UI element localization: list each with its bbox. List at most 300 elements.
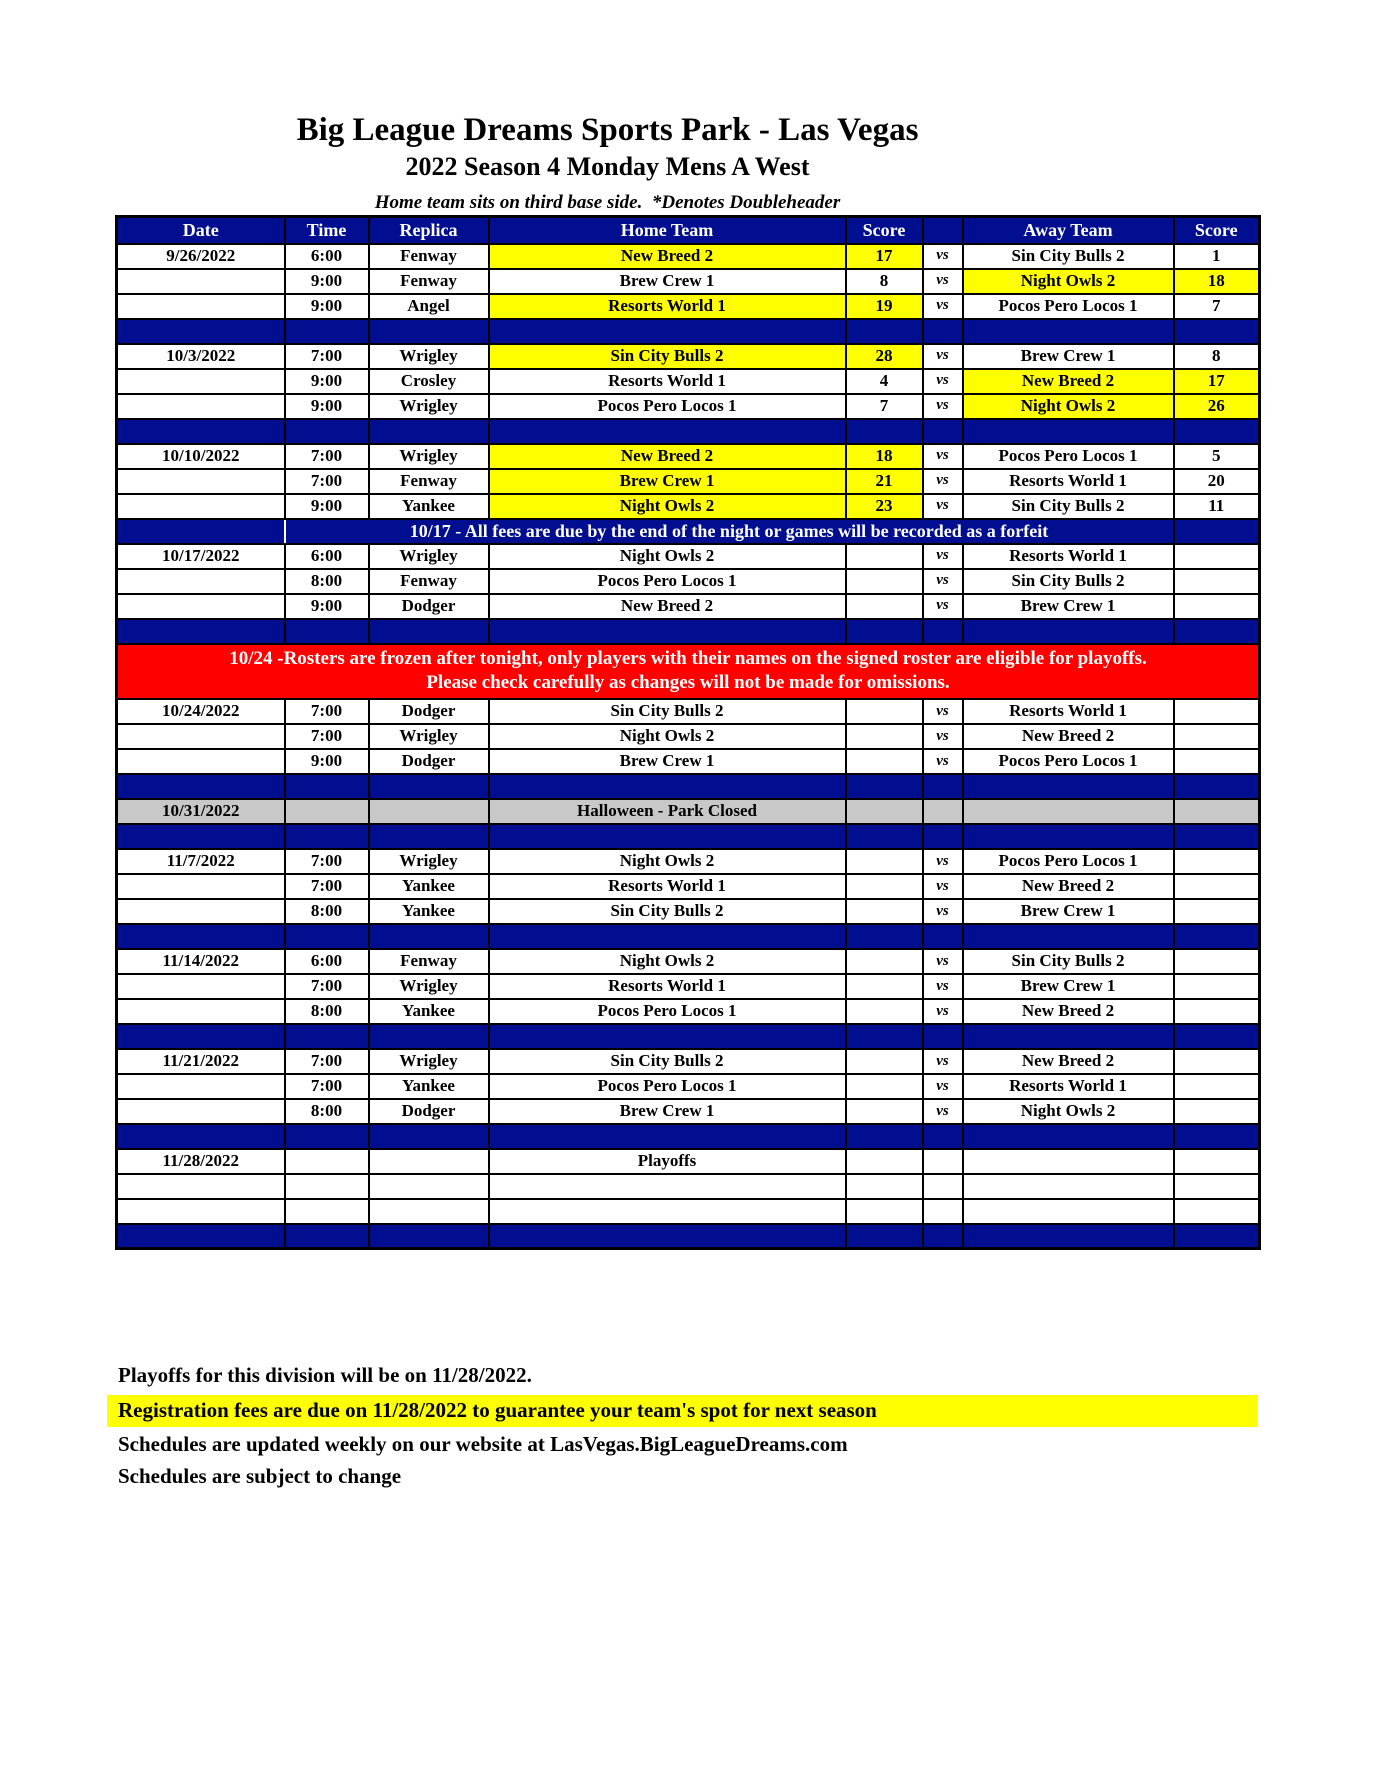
game-row [117,369,1260,394]
separator-cell-time [285,419,369,444]
playoffs-label-cell: Playoffs [489,1149,846,1174]
separator-cell-vs [923,319,963,344]
game-row [117,444,1260,469]
empty-cell-score-away [1174,1199,1260,1224]
vs-label: vs [923,369,963,394]
away-team-cell: Pocos Pero Locos 1 [963,444,1174,469]
replica-cell: Wrigley [369,344,489,369]
time-cell: 8:00 [285,899,369,924]
vs-label: vs [923,444,963,469]
home-score-cell [846,699,923,724]
separator-cell-away-team [963,1124,1174,1149]
separator-cell-vs [923,774,963,799]
empty-cell-date [117,1199,285,1224]
date-cell: 11/28/2022 [117,1149,285,1174]
separator-row [117,1024,1260,1049]
date-cell [117,724,285,749]
time-cell: 9:00 [285,394,369,419]
separator-cell-replica [369,1024,489,1049]
away-score-cell [1174,949,1260,974]
game-row [117,469,1260,494]
vs-label: vs [923,569,963,594]
away-score-cell [1174,1099,1260,1124]
separator-cell-home-team [489,824,846,849]
away-team-cell [963,1149,1174,1174]
date-cell [117,1074,285,1099]
time-cell [285,799,369,824]
separator-cell-away-team [963,824,1174,849]
vs-label: vs [923,999,963,1024]
separator-cell-away-team [963,319,1174,344]
separator-row [117,824,1260,849]
separator-cell-date [117,924,285,949]
column-header-score-away: Score [1174,217,1260,244]
away-score-cell: 11 [1174,494,1260,519]
home-score-cell [846,569,923,594]
date-cell [117,294,285,319]
away-team-cell: Resorts World 1 [963,699,1174,724]
separator-cell-replica [369,924,489,949]
away-score-cell: 18 [1174,269,1260,294]
notice-rosters-line: 10/24 -Rosters are frozen after tonight, only players with their names on the signed roster are eligible for playoffs. [229,647,1147,669]
replica-cell: Yankee [369,899,489,924]
replica-cell: Wrigley [369,849,489,874]
column-header-score-home: Score [846,217,923,244]
empty-cell-away-team [963,1174,1174,1199]
home-score-cell: 17 [846,244,923,269]
separator-cell-vs [923,924,963,949]
empty-cell-time [285,1199,369,1224]
time-cell: 7:00 [285,344,369,369]
away-score-cell [1174,999,1260,1024]
date-cell [117,369,285,394]
away-team-cell: New Breed 2 [963,724,1174,749]
separator-row [117,1224,1260,1249]
away-team-cell: Brew Crew 1 [963,974,1174,999]
home-score-cell [846,1049,923,1074]
separator-cell-vs [923,1024,963,1049]
replica-cell: Yankee [369,874,489,899]
home-score-cell: 21 [846,469,923,494]
separator-cell-replica [369,824,489,849]
away-team-cell: Pocos Pero Locos 1 [963,749,1174,774]
game-row [117,1074,1260,1099]
empty-cell-score-away [1174,1174,1260,1199]
playoffs-row [117,1149,1260,1174]
time-cell: 9:00 [285,594,369,619]
away-team-cell: Resorts World 1 [963,544,1174,569]
notice-row-fees [117,519,1260,544]
separator-cell-away-team [963,1024,1174,1049]
vs-label: vs [923,269,963,294]
game-row [117,724,1260,749]
notice-cap-left [117,519,285,544]
date-cell [117,594,285,619]
away-team-cell: Sin City Bulls 2 [963,949,1174,974]
separator-cell-time [285,1224,369,1249]
vs-label: vs [923,544,963,569]
away-score-cell [1174,1049,1260,1074]
vs-label: vs [923,949,963,974]
separator-row [117,924,1260,949]
time-cell: 7:00 [285,1049,369,1074]
footer-subject-to-change-line: Schedules are subject to change [118,1464,402,1488]
time-cell: 8:00 [285,569,369,594]
column-header-replica: Replica [369,217,489,244]
separator-cell-home-team [489,774,846,799]
away-score-cell [1174,569,1260,594]
replica-cell: Wrigley [369,974,489,999]
notice-rosters-text [117,644,1260,699]
empty-cell-replica [369,1174,489,1199]
separator-cell-home-team [489,924,846,949]
replica-cell [369,1149,489,1174]
empty-row [117,1174,1260,1199]
away-team-cell: Sin City Bulls 2 [963,569,1174,594]
page-subtitle: 2022 Season 4 Monday Mens A West [405,152,810,182]
vs-label: vs [923,1074,963,1099]
away-score-cell [1174,874,1260,899]
away-score-cell: 17 [1174,369,1260,394]
date-cell [117,569,285,594]
vs-label: vs [923,1099,963,1124]
time-cell: 9:00 [285,369,369,394]
home-team-cell: Sin City Bulls 2 [489,1049,846,1074]
home-score-cell [846,749,923,774]
home-team-cell: Night Owls 2 [489,724,846,749]
home-score-cell [846,999,923,1024]
separator-cell-score-home [846,619,923,644]
vs-label: vs [923,874,963,899]
date-cell [117,749,285,774]
home-team-cell: Resorts World 1 [489,874,846,899]
game-row [117,594,1260,619]
date-cell [117,899,285,924]
game-row [117,569,1260,594]
game-row [117,1049,1260,1074]
replica-cell: Wrigley [369,544,489,569]
away-score-cell [1174,594,1260,619]
game-row [117,269,1260,294]
separator-cell-away-team [963,774,1174,799]
time-cell: 9:00 [285,494,369,519]
away-team-cell: Night Owls 2 [963,1099,1174,1124]
away-team-cell: New Breed 2 [963,369,1174,394]
time-cell: 9:00 [285,269,369,294]
vs-label: vs [923,724,963,749]
empty-cell-away-team [963,1199,1174,1224]
replica-cell: Yankee [369,1074,489,1099]
time-cell: 8:00 [285,999,369,1024]
time-cell: 9:00 [285,294,369,319]
away-score-cell: 7 [1174,294,1260,319]
separator-cell-home-team [489,1024,846,1049]
replica-cell: Fenway [369,244,489,269]
home-team-cell: New Breed 2 [489,244,846,269]
time-cell [285,1149,369,1174]
closed-label-cell: Halloween - Park Closed [489,799,846,824]
game-row [117,494,1260,519]
vs-label: vs [923,594,963,619]
time-cell: 7:00 [285,1074,369,1099]
home-score-cell [846,799,923,824]
home-team-cell: Brew Crew 1 [489,469,846,494]
away-score-cell: 5 [1174,444,1260,469]
time-cell: 6:00 [285,544,369,569]
vs-label: vs [923,1049,963,1074]
game-row [117,699,1260,724]
away-score-cell: 20 [1174,469,1260,494]
home-score-cell [846,1099,923,1124]
game-row [117,749,1260,774]
home-team-cell: Brew Crew 1 [489,269,846,294]
separator-cell-time [285,319,369,344]
separator-cell-home-team [489,419,846,444]
column-header-away-team: Away Team [963,217,1174,244]
replica-cell: Crosley [369,369,489,394]
schedule-table [115,215,1261,1250]
replica-cell: Fenway [369,569,489,594]
home-team-cell: Night Owls 2 [489,544,846,569]
separator-row [117,319,1260,344]
away-score-cell [1174,974,1260,999]
home-team-cell: Night Owls 2 [489,849,846,874]
separator-cell-time [285,924,369,949]
time-cell: 7:00 [285,699,369,724]
replica-cell: Wrigley [369,724,489,749]
replica-cell: Dodger [369,699,489,724]
away-team-cell: Pocos Pero Locos 1 [963,294,1174,319]
home-score-cell: 28 [846,344,923,369]
away-team-cell: Resorts World 1 [963,469,1174,494]
home-team-cell: Resorts World 1 [489,294,846,319]
separator-cell-home-team [489,619,846,644]
date-cell: 10/10/2022 [117,444,285,469]
separator-cell-away-team [963,419,1174,444]
date-cell: 9/26/2022 [117,244,285,269]
home-team-cell: Night Owls 2 [489,949,846,974]
home-score-cell [846,544,923,569]
time-cell: 6:00 [285,949,369,974]
home-score-cell: 23 [846,494,923,519]
home-score-cell [846,874,923,899]
separator-cell-score-away [1174,824,1260,849]
separator-cell-score-away [1174,1024,1260,1049]
header-row [117,217,1260,244]
empty-cell-score-home [846,1199,923,1224]
home-score-cell [846,1149,923,1174]
separator-cell-date [117,419,285,444]
separator-cell-score-home [846,319,923,344]
game-row [117,244,1260,269]
separator-cell-replica [369,619,489,644]
time-cell: 7:00 [285,849,369,874]
separator-cell-date [117,774,285,799]
away-score-cell [1174,799,1260,824]
game-row [117,949,1260,974]
replica-cell: Yankee [369,494,489,519]
time-cell: 6:00 [285,244,369,269]
date-cell [117,999,285,1024]
home-score-cell [846,594,923,619]
date-cell: 10/17/2022 [117,544,285,569]
separator-cell-time [285,1124,369,1149]
date-cell [117,469,285,494]
park-closed-row [117,799,1260,824]
game-row [117,899,1260,924]
empty-cell-replica [369,1199,489,1224]
empty-cell-time [285,1174,369,1199]
empty-cell-vs [923,1174,963,1199]
separator-cell-time [285,824,369,849]
empty-row [117,1199,1260,1224]
time-cell: 7:00 [285,444,369,469]
game-row [117,849,1260,874]
away-score-cell [1174,1149,1260,1174]
vs-label: vs [923,974,963,999]
footer-registration-line: Registration fees are due on 11/28/2022 to guarantee your team's spot for next season [107,1395,1258,1427]
separator-cell-score-home [846,419,923,444]
column-header-vs [923,217,963,244]
replica-cell: Wrigley [369,394,489,419]
separator-row [117,774,1260,799]
footer-website-line: Schedules are updated weekly on our website at LasVegas.BigLeagueDreams.com [118,1432,848,1456]
time-cell: 9:00 [285,749,369,774]
vs-cell [923,799,963,824]
home-team-note: Home team sits on third base side. *Denotes Doubleheader [374,191,841,213]
separator-cell-date [117,824,285,849]
date-cell: 10/3/2022 [117,344,285,369]
separator-cell-score-away [1174,1224,1260,1249]
column-header-time: Time [285,217,369,244]
date-cell: 10/31/2022 [117,799,285,824]
home-team-cell: Resorts World 1 [489,974,846,999]
separator-cell-date [117,1124,285,1149]
separator-cell-vs [923,419,963,444]
vs-label: vs [923,494,963,519]
away-team-cell: Sin City Bulls 2 [963,244,1174,269]
empty-cell-home-team [489,1174,846,1199]
away-team-cell: Night Owls 2 [963,394,1174,419]
home-team-cell: Pocos Pero Locos 1 [489,1074,846,1099]
separator-cell-score-home [846,924,923,949]
away-team-cell [963,799,1174,824]
home-team-cell: Pocos Pero Locos 1 [489,394,846,419]
game-row [117,974,1260,999]
separator-cell-replica [369,774,489,799]
vs-label: vs [923,469,963,494]
date-cell [117,874,285,899]
vs-label: vs [923,849,963,874]
separator-cell-score-away [1174,619,1260,644]
separator-cell-date [117,319,285,344]
separator-cell-away-team [963,924,1174,949]
away-score-cell [1174,544,1260,569]
separator-cell-score-home [846,824,923,849]
separator-cell-score-home [846,1124,923,1149]
notice-row-rosters [117,644,1260,699]
game-row [117,999,1260,1024]
replica-cell: Yankee [369,999,489,1024]
home-team-cell: Sin City Bulls 2 [489,699,846,724]
separator-cell-replica [369,419,489,444]
empty-cell-vs [923,1199,963,1224]
game-row [117,544,1260,569]
home-score-cell [846,724,923,749]
away-score-cell [1174,1074,1260,1099]
home-team-cell: New Breed 2 [489,444,846,469]
empty-cell-score-home [846,1174,923,1199]
notice-fees-text: 10/17 - All fees are due by the end of the night or games will be recorded as a forfeit [285,519,1174,544]
headings [115,112,1100,214]
separator-cell-replica [369,319,489,344]
home-score-cell [846,949,923,974]
separator-row [117,419,1260,444]
date-cell: 10/24/2022 [117,699,285,724]
game-row [117,344,1260,369]
home-score-cell [846,1074,923,1099]
page-title: Big League Dreams Sports Park - Las Vegas [296,112,919,148]
date-cell: 11/14/2022 [117,949,285,974]
home-team-cell: Sin City Bulls 2 [489,344,846,369]
away-score-cell [1174,724,1260,749]
replica-cell: Angel [369,294,489,319]
separator-cell-score-away [1174,774,1260,799]
replica-cell: Wrigley [369,1049,489,1074]
separator-cell-away-team [963,1224,1174,1249]
home-team-cell: Brew Crew 1 [489,749,846,774]
separator-cell-score-away [1174,1124,1260,1149]
vs-label: vs [923,294,963,319]
separator-cell-score-home [846,1224,923,1249]
away-team-cell: Sin City Bulls 2 [963,494,1174,519]
game-row [117,394,1260,419]
separator-cell-home-team [489,1124,846,1149]
empty-cell-home-team [489,1199,846,1224]
vs-label: vs [923,344,963,369]
vs-label: vs [923,699,963,724]
column-header-home-team: Home Team [489,217,846,244]
column-header-date: Date [117,217,285,244]
time-cell: 8:00 [285,1099,369,1124]
separator-cell-score-home [846,1024,923,1049]
date-cell [117,269,285,294]
date-cell: 11/7/2022 [117,849,285,874]
away-score-cell: 8 [1174,344,1260,369]
home-score-cell [846,899,923,924]
game-row [117,874,1260,899]
away-team-cell: Brew Crew 1 [963,594,1174,619]
time-cell: 7:00 [285,974,369,999]
date-cell: 11/21/2022 [117,1049,285,1074]
date-cell [117,974,285,999]
home-score-cell: 7 [846,394,923,419]
away-team-cell: New Breed 2 [963,874,1174,899]
home-team-cell: New Breed 2 [489,594,846,619]
separator-cell-replica [369,1224,489,1249]
home-score-cell [846,849,923,874]
schedule-table-header [117,217,1260,244]
separator-cell-vs [923,619,963,644]
away-score-cell [1174,749,1260,774]
separator-row [117,1124,1260,1149]
replica-cell: Dodger [369,749,489,774]
vs-label: vs [923,749,963,774]
separator-cell-date [117,1024,285,1049]
home-team-cell: Pocos Pero Locos 1 [489,999,846,1024]
replica-cell: Dodger [369,594,489,619]
separator-cell-vs [923,1124,963,1149]
